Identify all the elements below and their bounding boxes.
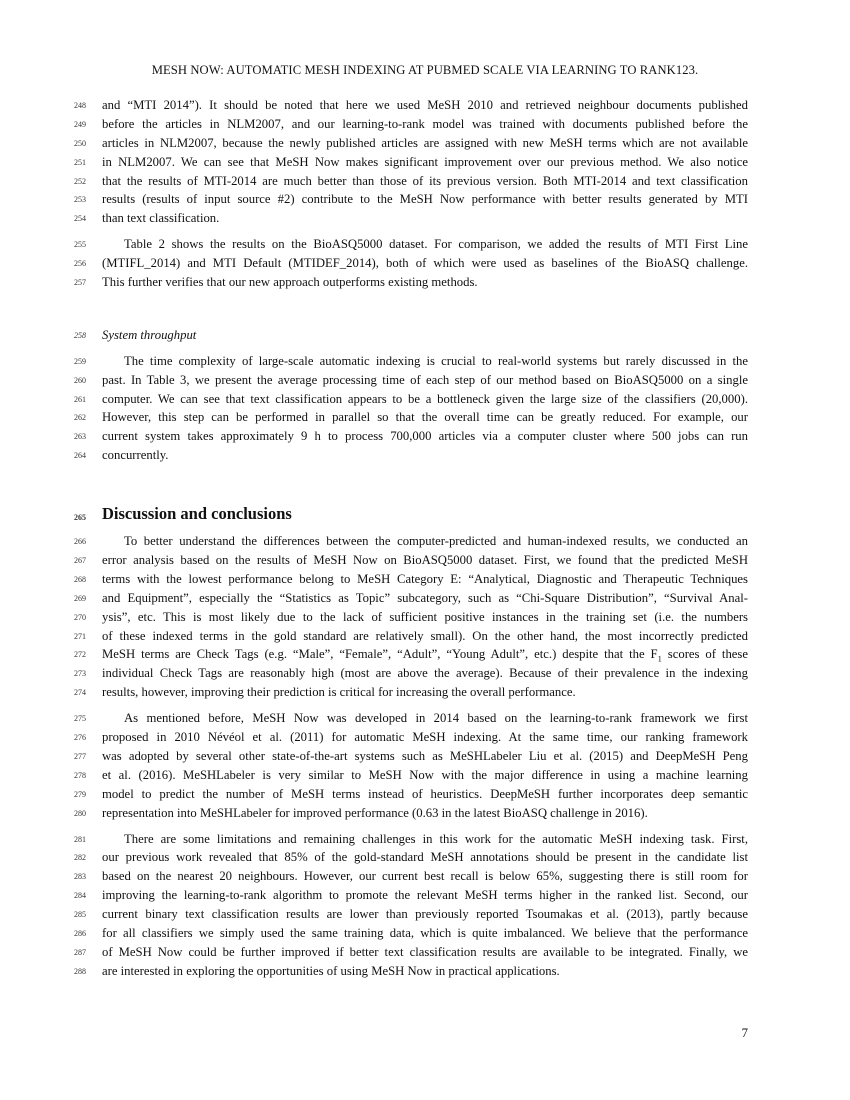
paragraph-line [74, 352, 748, 371]
line-text: before the articles in NLM2007, and our learning-to-rank model was trained with documents published before the [102, 116, 748, 131]
line-text: results, however, improving their prediction is critical for increasing the overall performance. [102, 685, 576, 700]
line-text: for all classifiers we simply used the same training data, which is quite imbalanced. We believe that the performance [102, 925, 748, 940]
page-number: 7 [741, 1026, 748, 1040]
paragraph-throughput [74, 352, 748, 465]
line-number: 262 [74, 413, 86, 423]
line-number: 259 [74, 356, 86, 366]
paragraph-line [74, 785, 748, 804]
page-body [74, 96, 748, 981]
line-text: Table 2 shows the results on the BioASQ5000 dataset. For comparison, we added the results of MTI First Line [124, 237, 748, 252]
line-text: of MeSH Now could be further improved if better text classification results are available to be integrated. Finally, we [102, 944, 748, 959]
paragraph-line [74, 924, 748, 943]
line-number: 276 [74, 733, 86, 743]
line-text: model to predict the number of MeSH terms instead of heuristics. DeepMeSH further incorporates deep semantic [102, 786, 748, 801]
line-text: As mentioned before, MeSH Now was developed in 2014 based on the learning-to-rank framework we first [124, 711, 748, 726]
paragraph-line [74, 134, 748, 153]
line-text: improving the learning-to-rank algorithm to promote the relevant MeSH terms higher in the ranked list. Second, our [102, 888, 748, 903]
line-text: and Equipment”, especially the “Statistics as Topic” subcategory, such as “Chi-Square Distribution”, “Survival Anal- [102, 590, 748, 605]
line-number: 267 [74, 556, 86, 566]
line-number: 258 [74, 330, 86, 340]
line-text: individual Check Tags are reasonably high (most are above the average). Because of their prevalence in the indexing [102, 666, 748, 681]
paragraph-line [74, 905, 748, 924]
line-text: results (results of input source #2) contribute to the MeSH Now performance with better results generated by MTI [102, 192, 748, 207]
running-head: MESH NOW: AUTOMATIC MESH INDEXING AT PUBMED SCALE VIA LEARNING TO RANK123. [151, 63, 699, 77]
line-number: 271 [74, 631, 86, 641]
line-number: 286 [74, 928, 86, 938]
line-number: 273 [74, 669, 86, 679]
line-number: 252 [74, 176, 86, 186]
line-text: past. In Table 3, we present the average processing time of each step of our method based on BioASQ5000 on a single [102, 372, 748, 387]
line-number: 287 [74, 947, 86, 957]
line-number: 255 [74, 240, 86, 250]
line-number: 278 [74, 770, 86, 780]
line-text: proposed in 2010 Névéol et al. (2011) for automatic MeSH indexing. At the same time, our ranking framework [102, 730, 748, 745]
paragraph-line [74, 709, 748, 728]
line-text: To better understand the differences between the computer-predicted and human-indexed results, we conducted an [124, 534, 748, 549]
line-text: in NLM2007. We can see that MeSH Now makes significant improvement over our previous method. We also notice [102, 154, 748, 169]
paragraph-limitations [74, 830, 748, 981]
line-text: However, this step can be performed in parallel so that the overall time can be greatly reduced. For example, our [102, 410, 748, 425]
line-number: 253 [74, 195, 86, 205]
paragraph-line [74, 371, 748, 390]
paragraph-line [74, 273, 748, 292]
paragraph-bioasq-results [74, 235, 748, 292]
line-number: 285 [74, 910, 86, 920]
subsection-title-throughput: 258 System throughput [102, 326, 748, 345]
paragraph-error-analysis [74, 532, 748, 702]
line-text: et al. (2016). MeSHLabeler is very similar to MeSH Now with the major difference in using a machine learning [102, 767, 748, 782]
paragraph-line [74, 886, 748, 905]
paragraph-line [74, 962, 748, 981]
paragraph-line [74, 848, 748, 867]
line-text: are interested in exploring the opportunities of using MeSH Now in practical applications. [102, 963, 560, 978]
line-text: ysis”, etc. This is most likely due to the lack of sufficient positive instances in the training set (i.e. the numbers [102, 609, 748, 624]
line-number: 277 [74, 751, 86, 761]
paragraph-related-systems [74, 709, 748, 822]
line-number: 264 [74, 451, 86, 461]
line-text: error analysis based on the results of MeSH Now on BioASQ5000 dataset. First, we found that the predicted MeSH [102, 553, 748, 568]
paragraph-line [74, 830, 748, 849]
line-number: 269 [74, 593, 86, 603]
line-text: concurrently. [102, 448, 169, 463]
line-number: 282 [74, 853, 86, 863]
paragraph-line [74, 728, 748, 747]
line-number: 265 [74, 513, 86, 523]
line-number: 257 [74, 278, 86, 288]
paragraph-line [74, 608, 748, 627]
paragraph-line [74, 570, 748, 589]
section-heading-discussion: 265 Discussion and conclusions [102, 503, 748, 525]
paragraph-line [74, 153, 748, 172]
line-text: (MTIFL_2014) and MTI Default (MTIDEF_2014), both of which were used as baselines of the BioASQ challenge. [102, 256, 748, 271]
line-text: This further verifies that our new approach outperforms existing methods. [102, 275, 478, 290]
paragraph-line [74, 627, 748, 646]
line-number: 280 [74, 808, 86, 818]
line-text: The time complexity of large-scale automatic indexing is crucial to real-world systems but rarely discussed in the [124, 353, 748, 368]
line-number: 283 [74, 872, 86, 882]
line-text: was adopted by several other state-of-the-art systems such as MeSHLabeler Liu et al. (2015) and DeepMeSH Peng [102, 748, 748, 763]
paragraph-line [74, 664, 748, 683]
line-number: 268 [74, 574, 86, 584]
paragraph-line: 272 MeSH terms are Check Tags (e.g. “Male”, “Female”, “Adult”, “Young Adult”, etc.) despite that the $F_1$ scores of these [74, 647, 748, 665]
line-number: 279 [74, 789, 86, 799]
paragraph-line [74, 190, 748, 209]
line-text: that the results of MTI-2014 are much better than those of its previous version. Both MTI-2014 and text classification [102, 173, 748, 188]
line-number: 263 [74, 432, 86, 442]
paragraph-line [74, 254, 748, 273]
paragraph-line [74, 408, 748, 427]
line-text: articles in NLM2007, because the newly published articles are assigned with new MeSH terms which are not available [102, 135, 748, 150]
paragraph-line [74, 551, 748, 570]
line-text: terms with the lowest performance belong to MeSH Category E: “Analytical, Diagnostic and Therapeutic Techniques [102, 571, 748, 586]
paragraph-line [74, 804, 748, 823]
line-number: 274 [74, 688, 86, 698]
paragraph-line [74, 867, 748, 886]
paragraph-line [74, 235, 748, 254]
paragraph-line [74, 115, 748, 134]
line-number: 256 [74, 259, 86, 269]
line-text: There are some limitations and remaining challenges in this work for the automatic MeSH indexing task. First, [124, 831, 748, 846]
paragraph-results-nlm2007 [74, 96, 748, 228]
paragraph-line [74, 683, 748, 702]
line-text: than text classification. [102, 211, 220, 226]
line-number: 284 [74, 891, 86, 901]
paragraph-line [74, 209, 748, 228]
line-number: 275 [74, 714, 86, 724]
paragraph-line [74, 446, 748, 465]
line-text: current binary text classification results are lower than previously reported Tsoumakas et al. (2013), partly because [102, 907, 748, 922]
line-number: 272 [74, 650, 86, 660]
paragraph-line [74, 943, 748, 962]
line-number: 248 [74, 101, 86, 110]
line-text: representation into MeSHLabeler for improved performance (0.63 in the latest BioASQ challenge in 2016). [102, 805, 648, 820]
line-number: 250 [74, 138, 86, 148]
paragraph-line [74, 96, 748, 115]
line-text: based on the nearest 20 neighbours. However, our current best recall is below 65%, suggesting there is still room for [102, 869, 748, 884]
line-number: 254 [74, 214, 86, 224]
line-text: computer. We can see that text classification appears to be a bottleneck given the large size of the classifiers (20,000). [102, 391, 748, 406]
line-number: 251 [74, 157, 86, 167]
paragraph-line [74, 532, 748, 551]
paragraph-line [74, 390, 748, 409]
paragraph-line [74, 747, 748, 766]
line-number: 260 [74, 375, 86, 385]
line-text: current system takes approximately 9 h to process 700,000 articles via a computer cluster where 500 jobs can run [102, 429, 748, 444]
line-number: 249 [74, 119, 86, 129]
paragraph-line [74, 172, 748, 191]
paragraph-line [74, 589, 748, 608]
line-text: of these indexed terms in the gold standard are relatively small). On the other hand, the most incorrectly predicted [102, 628, 748, 643]
line-number: 270 [74, 612, 86, 622]
line-number: 261 [74, 394, 86, 404]
paragraph-line [74, 766, 748, 785]
line-text: and “MTI 2014”). It should be noted that here we used MeSH 2010 and retrieved neighbour documents published [102, 98, 748, 112]
paragraph-line [74, 427, 748, 446]
line-text: our previous work revealed that 85% of the gold-standard MeSH annotations should be present in the candidate list [102, 850, 748, 865]
line-number: 288 [74, 966, 86, 976]
line-number: 281 [74, 834, 86, 844]
line-number: 266 [74, 537, 86, 547]
